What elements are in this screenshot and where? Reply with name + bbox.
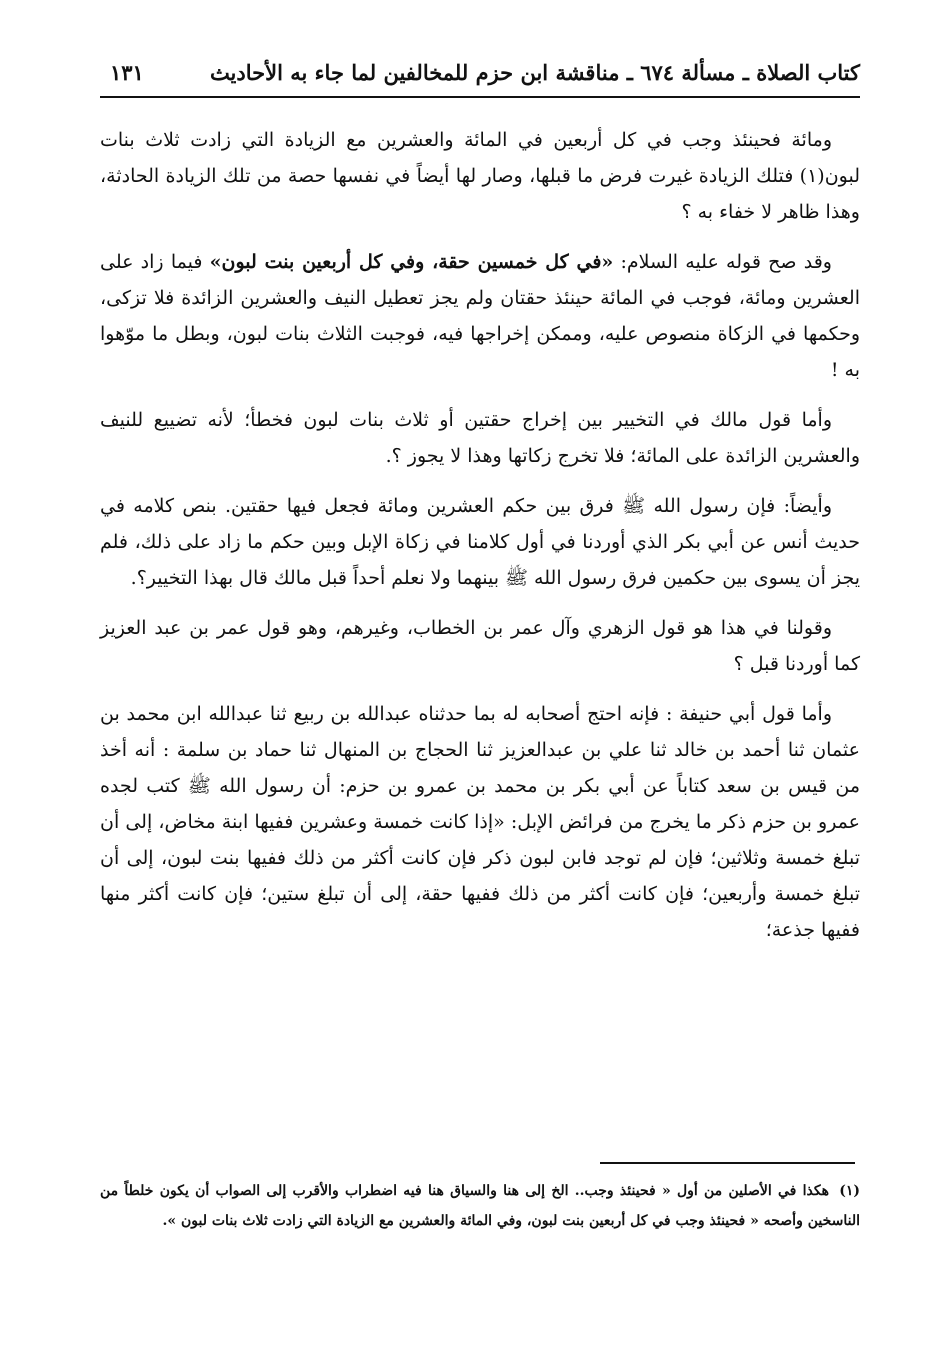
paragraph-2-lead: وقد صح قوله عليه السلام: <box>613 251 832 273</box>
running-header <box>100 58 860 94</box>
paragraph-1 <box>100 122 860 230</box>
page-number: ١٣١ <box>110 60 144 85</box>
paragraph-6 <box>100 696 860 948</box>
paragraph-6-lead: وأما قول أبي حنيفة : فإنه احتج أصحابه له بما حدثناه عبدالله بن ربيع ثنا عبدالله ابن محمد بن عثمان ثنا أحمد بن خالد ثنا علي بن عبدالعزيز ثنا الحجاج بن المنهال ثنا حماد بن سلمة : أنه أخذ من قيس بن سعد كتاباً عن أبي بكر بن محمد بن عمرو بن حزم: أن رسول الله ﷺ كتب لجده عمرو بن حزم ذكر ما يخرج من فرائض الإبل: <box>100 703 860 833</box>
header-rule <box>100 96 860 98</box>
footnote-rule <box>600 1162 855 1164</box>
footnote-number: (١) <box>839 1183 860 1199</box>
paragraph-1-text: ومائة فحينئذ وجب في كل أربعين في المائة والعشرين مع الزيادة التي زادت ثلاث بنات لبون(١) فتلك الزيادة غيرت فرض ما قبلها، وصار لها أيضاً في نفسها حصة من تلك الزيادة الحادثة، وهذا ظاهر لا خفاء به ؟ <box>100 129 860 223</box>
paragraph-2-text: فيما زاد على العشرين ومائة، فوجب في المائة حينئذ حقتان ولم يجز تعطيل النيف والعشرين الزائدة فلا تزكى، وحكمها في الزكاة منصوص عليه، وممكن إخراجها فيه، فوجبت الثلاث بنات لبون، وبطل ما موّهوا به ! <box>100 251 860 381</box>
paragraph-5-text: وقولنا في هذا هو قول الزهري وآل عمر بن الخطاب، وغيرهم، وهو قول عمر بن عبد العزيز كما أوردنا قبل ؟ <box>100 617 860 675</box>
footnote <box>100 1176 860 1236</box>
paragraph-4 <box>100 488 860 596</box>
paragraph-6-quote: «إذا كانت خمسة وعشرين ففيها ابنة مخاض، إلى أن تبلغ خمسة وثلاثين؛ فإن لم توجد فابن لبون ذكر فإن كانت أكثر من ذلك ففيها بنت لبون، إلى أن تبلغ خمسة وأربعين؛ فإن كانت أكثر من ذلك ففيها حقة، إلى أن تبلغ ستين؛ فإن كانت أكثر منها ففيها جذعة؛ <box>100 811 860 941</box>
footnote-text: هكذا في الأصلين من أول « فحينئذ وجب.. الخ إلى هنا والسياق هنا فيه اضطراب والأقرب إلى الصواب أن يكون خلطاً من الناسخين وأصحه « فحينئذ وجب في كل أربعين بنت لبون، وفي المائة والعشرين مع الزيادة التي زادت ثلاث بنات لبون ». <box>100 1183 860 1229</box>
hadith-quote: «في كل خمسين حقة، وفي كل أربعين بنت لبون» <box>209 251 614 273</box>
paragraph-2 <box>100 244 860 388</box>
paragraph-3-text: وأما قول مالك في التخيير بين إخراج حقتين أو ثلاث بنات لبون فخطأ؛ لأنه تضييع للنيف والعشرين الزائدة على المائة؛ فلا تخرج زكاتها وهذا لا يجوز ؟. <box>100 409 860 467</box>
paragraph-4-text: وأيضاً: فإن رسول الله ﷺ فرق بين حكم العشرين ومائة فجعل فيها حقتين. بنص كلامه في حديث أنس عن أبي بكر الذي أوردنا في أول كلامنا في زكاة الإبل وبين حكم ما زاد على ذلك، فلم يجز أن يسوى بين حكمين فرق رسول الله ﷺ بينهما ولا نعلم أحداً قبل مالك قال بهذا التخيير؟. <box>100 495 860 589</box>
main-text <box>100 122 860 962</box>
paragraph-3 <box>100 402 860 474</box>
paragraph-5 <box>100 610 860 682</box>
header-title: كتاب الصلاة ـ مسألة ٦٧٤ ـ مناقشة ابن حزم للمخالفين لما جاء به الأحاديث <box>209 60 860 85</box>
